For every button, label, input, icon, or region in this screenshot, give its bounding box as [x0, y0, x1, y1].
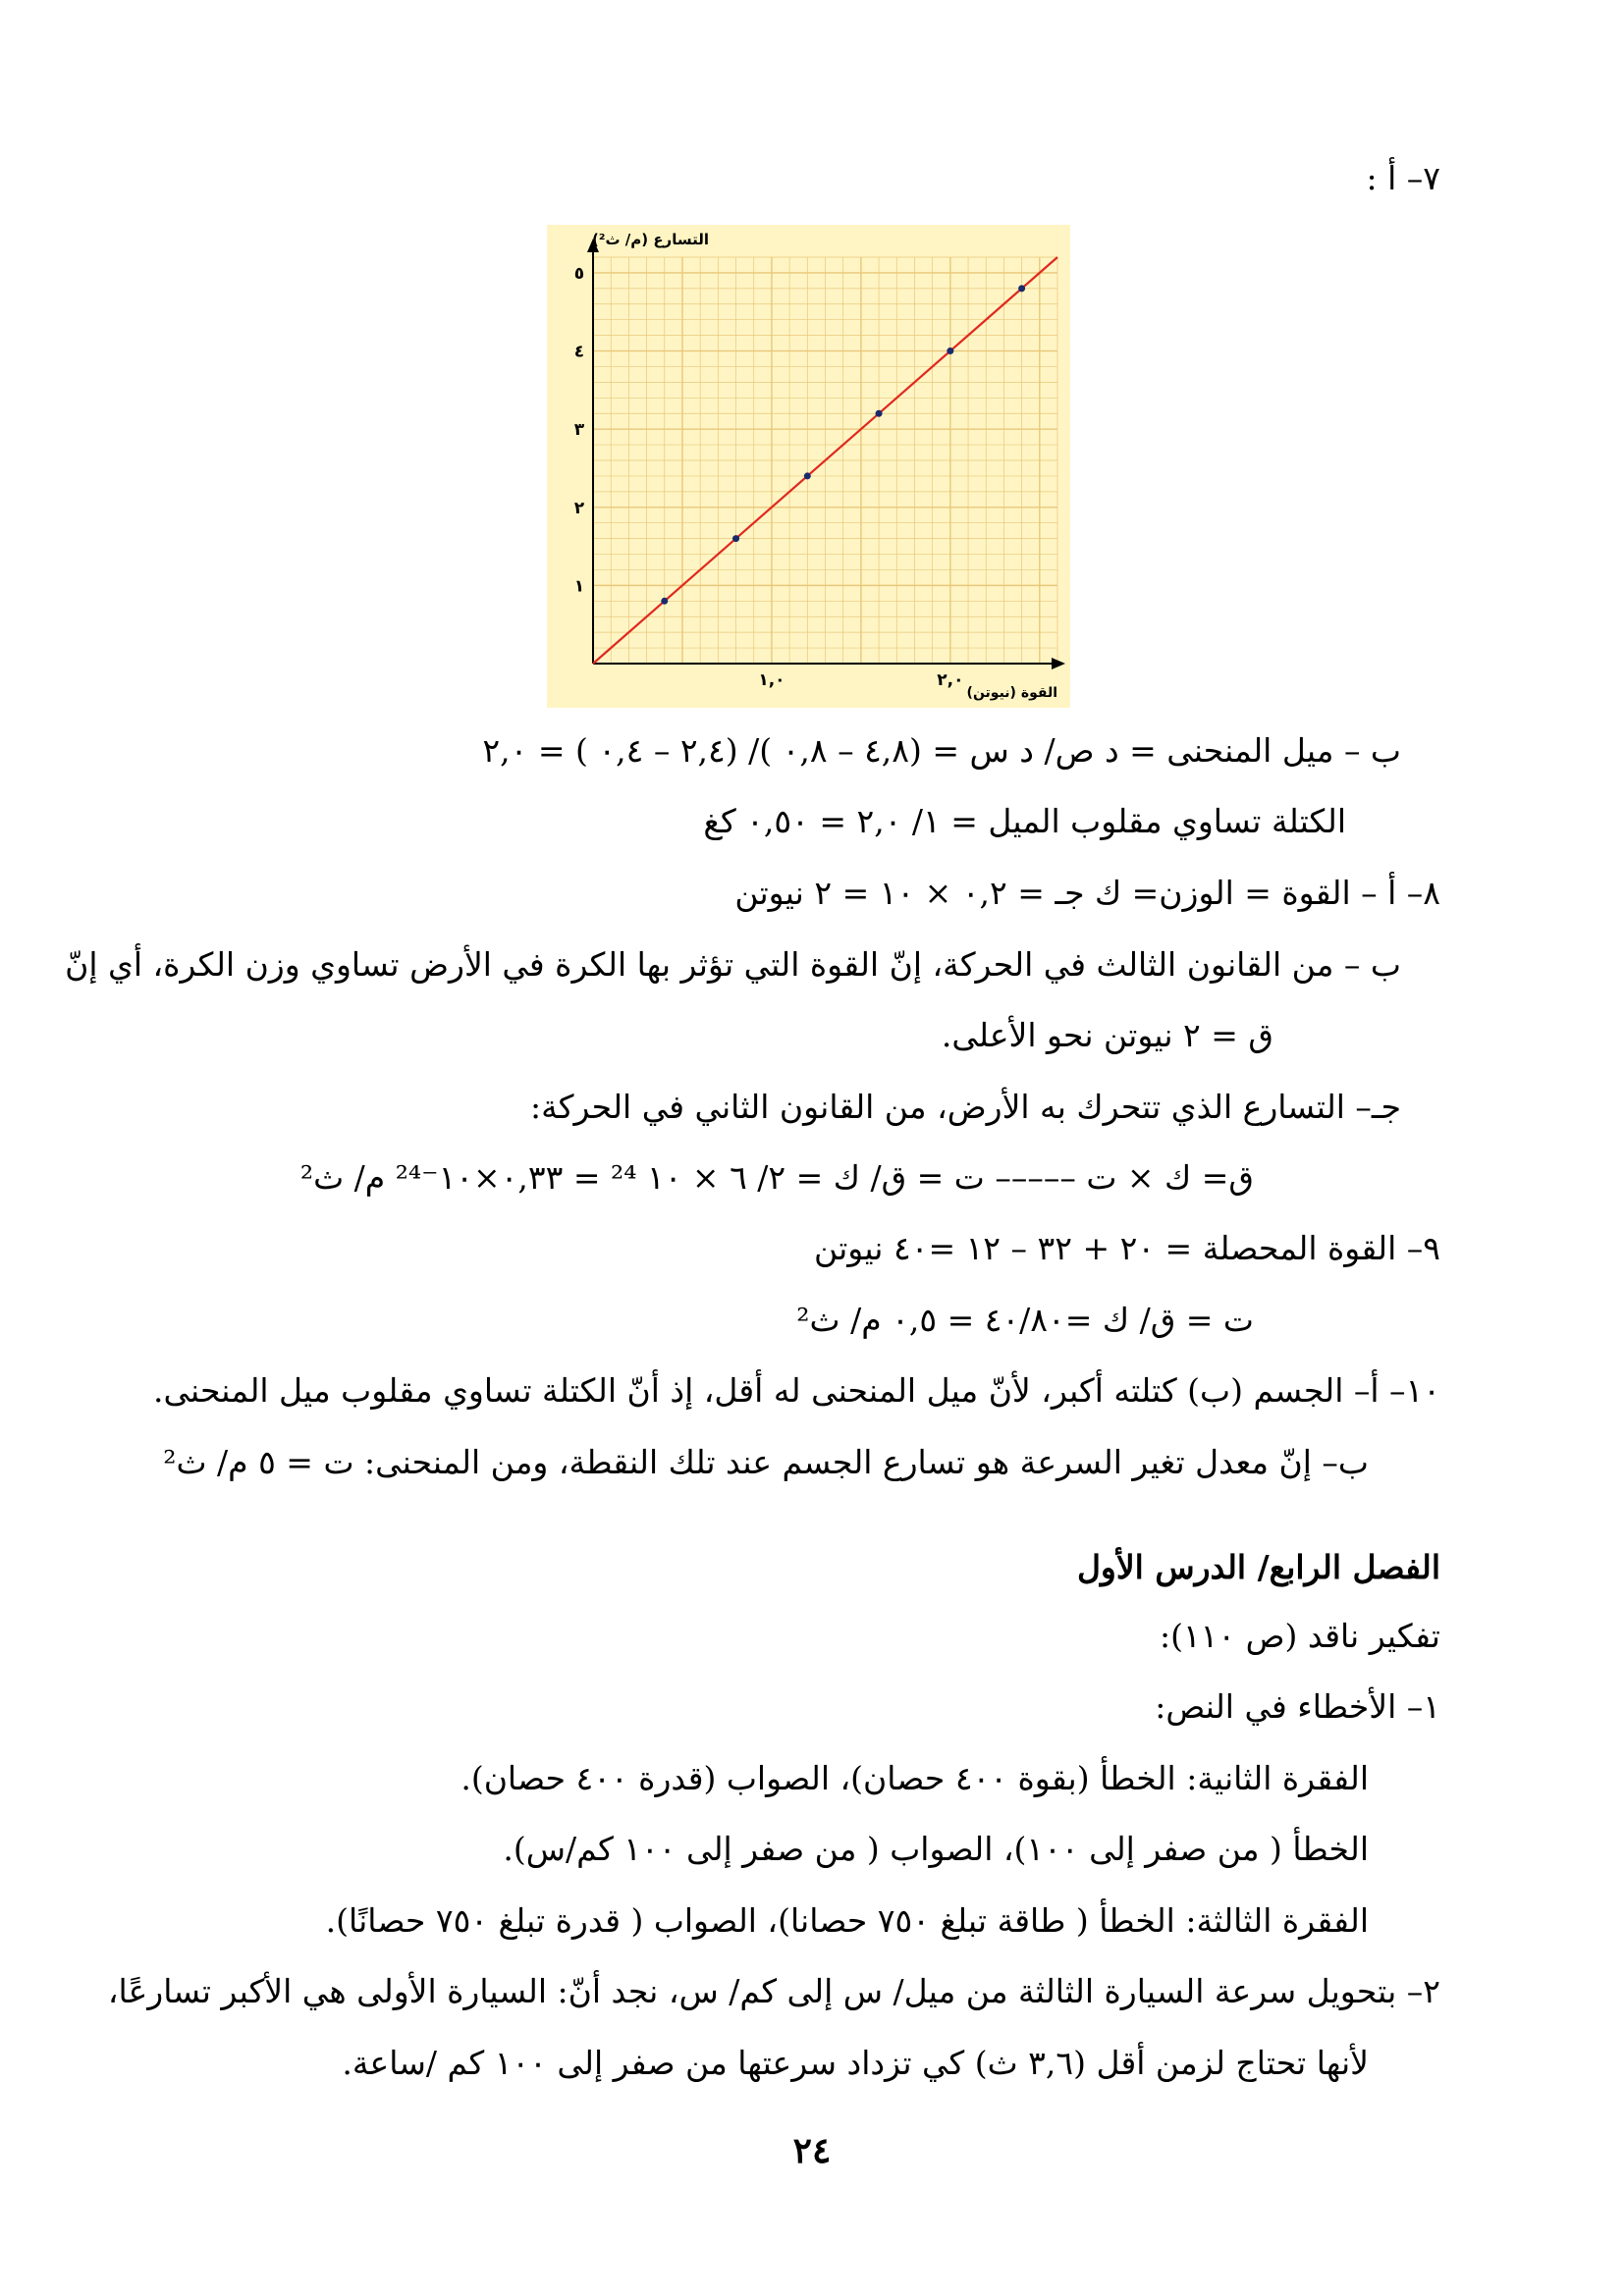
q10a-line: ١٠– أ– الجسم (ب) كتلته أكبر، لأنّ ميل المنحنى له أقل، إذ أنّ الكتلة تساوي مقلوب ميل المنحنى. [153, 1371, 1440, 1410]
data-point [661, 598, 668, 605]
acceleration-force-graph [547, 225, 1070, 708]
q7-label: ٧– أ : [1366, 159, 1440, 197]
x-tick-label: ١,٠ [758, 670, 785, 690]
q8a-line: ٨– أ – القوة = الوزن= ك جـ = ٠,٢ × ١٠ = ٢ نيوتن [734, 874, 1440, 912]
page-number: ٢٤ [792, 2130, 832, 2171]
section-heading: الفصل الرابع/ الدرس الأول [1076, 1548, 1440, 1586]
c2-line-1: ٢– بتحويل سرعة السيارة الثالثة من ميل/ س إلى كم/ س، نجد أنّ: السيارة الأولى هي الأكبر تسارعًا، [107, 1972, 1440, 2010]
y-axis-title: التسارع (م/ ث²) [592, 231, 709, 248]
c1b-line: الخطأ ( من صفر إلى ١٠٠)، الصواب ( من صفر إلى ١٠٠ كم/س). [503, 1830, 1369, 1868]
x-tick-label: ٢,٠ [937, 670, 964, 690]
q7b-slope-line: ب – ميل المنحنى = د ص/ د س = (٤,٨ – ٠,٨ )/ (٢,٤ – ٠,٤ ) = ٢,٠ [482, 731, 1401, 770]
y-tick-label: ٤ [573, 342, 585, 362]
c1c-line: الفقرة الثالثة: الخطأ ( طاقة تبلغ ٧٥٠ حصانا)، الصواب ( قدرة تبلغ ٧٥٠ حصانًا). [325, 1901, 1369, 1940]
q8b-line-1: ب – من القانون الثالث في الحركة، إنّ القوة التي تؤثر بها الكرة في الأرض تساوي وزن الكرة، أي إنّ [65, 945, 1401, 984]
y-tick-label: ١ [573, 576, 585, 597]
q9a-line: ٩– القوة المحصلة = ٢٠ + ٣٢ – ١٢ =٤٠ نيوتن [813, 1229, 1440, 1267]
c2-line-2: لأنها تحتاج لزمن أقل (٣,٦ ث) كي تزداد سرعتها من صفر إلى ١٠٠ كم /ساعة. [342, 2044, 1369, 2082]
data-point [876, 410, 883, 417]
y-tick-label: ٥ [573, 263, 585, 284]
q7b-mass-line: الكتلة تساوي مقلوب الميل = ١/ ٢,٠ = ٠,٥٠ كغ [703, 802, 1346, 840]
x-axis-title: القوة (نيوتن) [966, 685, 1057, 701]
q8c-line-1: جـ– التسارع الذي تتحرك به الأرض، من القانون الثاني في الحركة: [529, 1088, 1401, 1126]
q8b-line-2: ق = ٢ نيوتن نحو الأعلى. [941, 1016, 1273, 1054]
y-tick-label: ٢ [573, 498, 585, 518]
data-point [947, 347, 953, 354]
y-tick-label: ٣ [573, 420, 585, 441]
c1a-line: الفقرة الثانية: الخطأ (بقوة ٤٠٠ حصان)، الصواب (قدرة ٤٠٠ حصان). [460, 1759, 1369, 1797]
critical-thinking-title: تفكير ناقد (ص ١١٠): [1159, 1617, 1440, 1655]
data-point [732, 535, 739, 542]
data-point [1018, 285, 1025, 292]
q8c-line-2: ق= ك × ت ––––– ت = ق/ ك = ٢/ ٦ × ١٠ ²⁴ = ٠,٣٣×١٠⁻²⁴ م/ ث² [299, 1158, 1254, 1197]
c1-title: ١– الأخطاء في النص: [1155, 1687, 1440, 1726]
q10b-line: ب– إنّ معدل تغير السرعة هو تسارع الجسم عند تلك النقطة، ومن المنحنى: ت = ٥ م/ ث² [163, 1443, 1369, 1481]
q9b-line: ت = ق/ ك =٤٠/٨٠ = ٠,٥ م/ ث² [796, 1301, 1254, 1339]
data-point [804, 472, 811, 479]
